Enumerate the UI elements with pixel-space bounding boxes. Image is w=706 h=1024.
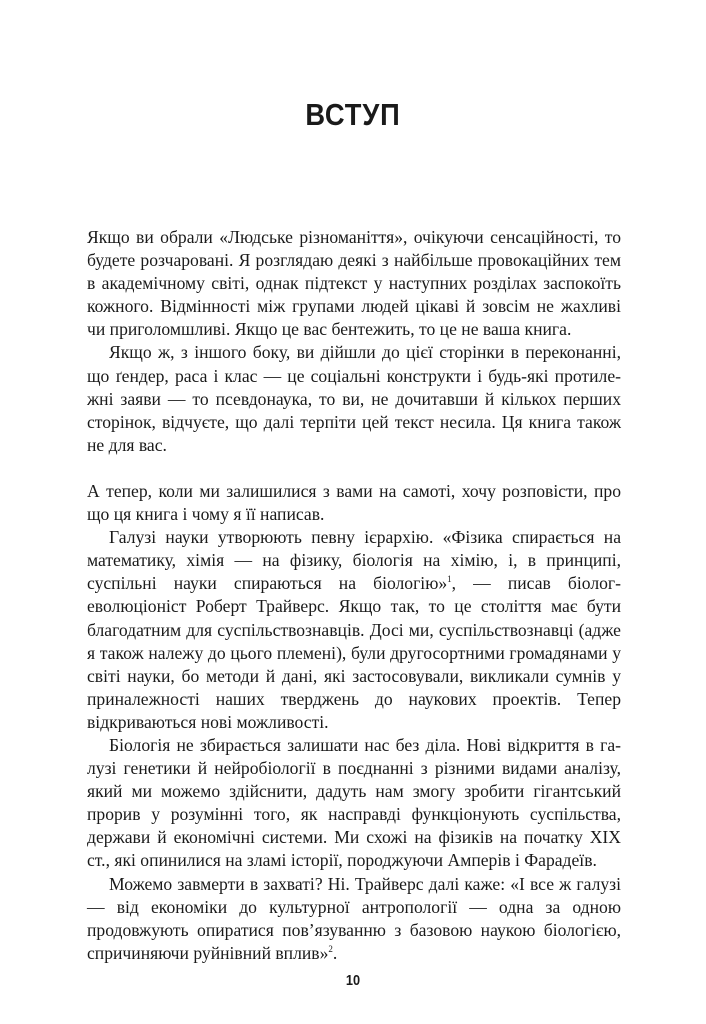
paragraph-intro-2: Якщо ж, з іншого боку, ви дійшли до цієї сторінки в переконанні, що ґендер, раса і клас — це соціальні конструкти і будь-які протилежні заяви — то псевдонаука, то ви, не дочитавши й кількох перших сторінок, відчуєте, що далі терпіти цей текст несила. Ця книга також не для вас.: [87, 342, 621, 455]
paragraph-text: Галузі науки утворюють певну ієрархію. «Фізика спирається на математику, хімія — на фізику, біологія на хімію, і, в принципі, суспільні науки спираються на біологію»: [87, 527, 621, 594]
paragraph-section2-1: А тепер, коли ми залишилися з вами на самоті, хочу розповісти, про що ця книга і чому я її написав.: [87, 480, 621, 525]
page-number: 10: [345, 972, 361, 989]
footnote-ref-1: 1: [447, 574, 452, 585]
paragraph-intro-1: Якщо ви обрали «Людське різноманіття», очікуючи сенсаційності, то будете розчаровані. Я розглядаю деякі з найбільше провокаційних тем в академічному світі, однак підтекст у наступних розділах заспокоїть кожного. Відмінності між групами людей цікаві й зовсім не жахливі чи приголомшливі. Якщо це вас бентежить, то це не ваша книга.: [87, 227, 621, 340]
paragraph-section2-2: [87, 526, 621, 734]
paragraph-section2-4: [87, 873, 621, 965]
page-title: ВСТУП: [305, 97, 401, 132]
paragraph-section2-3: Біологія не збирається залишати нас без діла. Нові відкриття в галузі генетики й нейробіології в поєднанні з різними видами аналізу, який ми можемо здійснити, дадуть нам змогу зробити гігантський прорив у розумінні того, як насправді функціонують суспільства, держави й економічні системи. Ми схожі на фізиків на початку XIX ст., які опинилися на зламі історії, породжуючи Амперів і Фарадеїв.: [87, 734, 621, 871]
paragraph-text: Можемо завмерти в захваті? Ні. Трайверс далі каже: «І все ж галузі — від економіки до культурної антропології — одна за одною продовжують опиратися пов’язуванню з базовою наукою біологією, спричиняючи руйнівний вплив»: [87, 873, 621, 963]
paragraph-text: , — писав біолог-еволюціоніст Роберт Трайверс. Якщо так, то це століття має бути благодатним для суспільствознавців. Досі ми, суспільствознавці (адже я також належу до цього племені), були другосортними громадянами у світі науки, бо методи й дані, які застосовували, викликали сумнів у приналежності наших тверджень до наукових проектів. Тепер відкриваються нові можливості.: [87, 573, 621, 732]
chapter-body: [87, 226, 621, 965]
footnote-ref-2: 2: [328, 943, 333, 954]
paragraph-text: .: [332, 942, 338, 963]
